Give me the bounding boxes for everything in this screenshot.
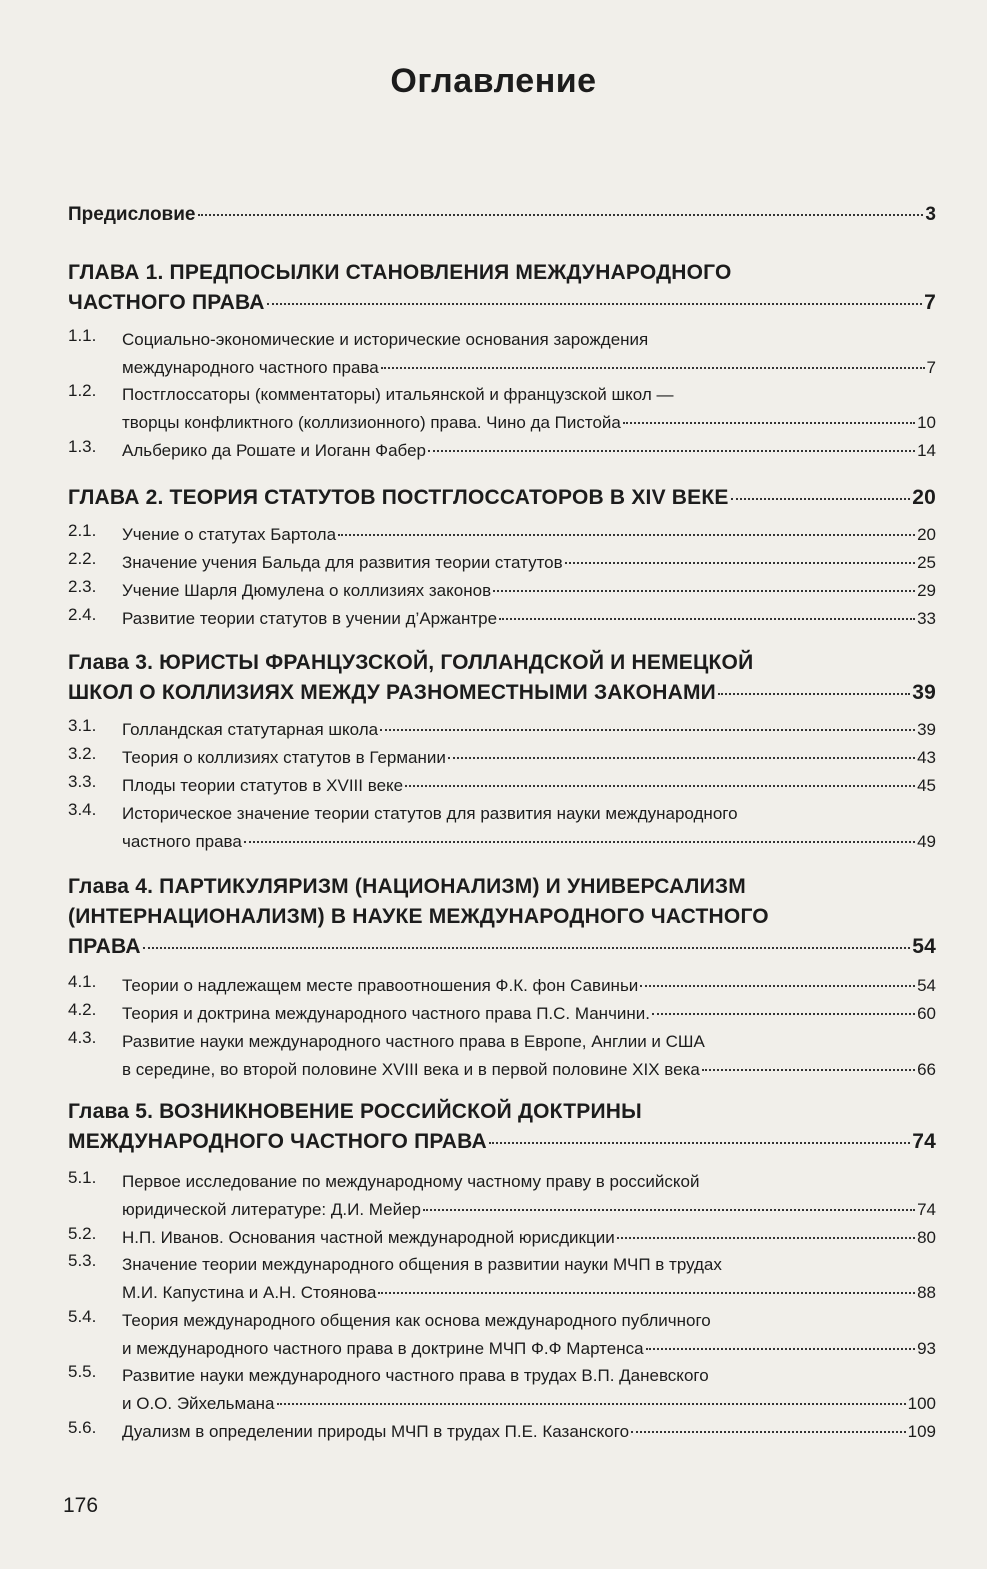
item-number: 5.3. bbox=[68, 1251, 97, 1270]
item-title-line: частного права bbox=[122, 832, 242, 851]
item-title-line: и О.О. Эйхельмана bbox=[122, 1394, 275, 1413]
dot-leader bbox=[338, 534, 915, 536]
item-page: 33 bbox=[917, 609, 936, 628]
item-number: 5.1. bbox=[68, 1168, 97, 1187]
toc-item bbox=[68, 1418, 936, 1446]
item-number: 5.6. bbox=[68, 1418, 97, 1437]
item-title-line: Развитие науки международного частного права в Европе, Англии и США bbox=[122, 1032, 705, 1051]
dot-leader bbox=[493, 590, 915, 592]
item-number: 2.4. bbox=[68, 605, 97, 624]
dot-leader bbox=[267, 303, 922, 305]
item-number: 1.3. bbox=[68, 437, 97, 456]
chapter-page: 54 bbox=[912, 935, 936, 958]
item-page: 66 bbox=[917, 1060, 936, 1079]
toc-item bbox=[68, 1251, 936, 1307]
item-number: 5.2. bbox=[68, 1224, 97, 1243]
chapter-title-line: Глава 5. ВОЗНИКНОВЕНИЕ РОССИЙСКОЙ ДОКТРИНЫ bbox=[68, 1100, 642, 1123]
item-page: 80 bbox=[917, 1228, 936, 1247]
dot-leader bbox=[617, 1237, 915, 1239]
dot-leader bbox=[423, 1209, 915, 1211]
item-page: 25 bbox=[917, 553, 936, 572]
item-page: 60 bbox=[917, 1004, 936, 1023]
item-title-line: Учение о статутах Бартола bbox=[122, 525, 337, 544]
dot-leader bbox=[702, 1069, 915, 1071]
item-page: 54 bbox=[917, 976, 936, 995]
item-title-line: международного частного права bbox=[122, 358, 379, 377]
item-page: 45 bbox=[917, 776, 936, 795]
item-number: 4.1. bbox=[68, 972, 97, 991]
toc-item bbox=[68, 772, 936, 800]
toc-item bbox=[68, 437, 936, 465]
chapter-heading bbox=[68, 258, 936, 318]
item-title-line: и международного частного права в доктрине МЧП Ф.Ф Мартенса bbox=[122, 1339, 644, 1358]
item-page: 29 bbox=[917, 581, 936, 600]
item-title-line: юридической литературе: Д.И. Мейер bbox=[122, 1200, 421, 1219]
dot-leader bbox=[646, 1348, 916, 1350]
chapter-heading bbox=[68, 483, 936, 513]
item-page: 39 bbox=[917, 720, 936, 739]
chapter-title-line: МЕЖДУНАРОДНОГО ЧАСТНОГО ПРАВА bbox=[68, 1130, 487, 1153]
item-title-line: Теория о коллизиях статутов в Германии bbox=[122, 748, 446, 767]
item-page: 93 bbox=[917, 1339, 936, 1358]
chapter-title-line: ГЛАВА 2. ТЕОРИЯ СТАТУТОВ ПОСТГЛОССАТОРОВ В XIV ВЕКЕ bbox=[68, 486, 729, 509]
toc-item bbox=[68, 1224, 936, 1252]
item-title-line: Плоды теории статутов в XVIII веке bbox=[122, 776, 404, 795]
page-title: Оглавление bbox=[390, 62, 597, 100]
item-title-line: Теория международного общения как основа международного публичного bbox=[122, 1311, 711, 1330]
item-title-line: Теория и доктрина международного частного права П.С. Манчини. bbox=[122, 1004, 651, 1023]
item-title-line: Значение учения Бальда для развития теории статутов bbox=[122, 553, 563, 572]
item-number: 3.1. bbox=[68, 716, 97, 735]
item-page: 49 bbox=[917, 832, 936, 851]
item-number: 5.5. bbox=[68, 1362, 97, 1381]
item-title-line: М.И. Капустина и А.Н. Стоянова bbox=[122, 1283, 377, 1302]
chapter-title-line: (ИНТЕРНАЦИОНАЛИЗМ) В НАУКЕ МЕЖДУНАРОДНОГО ЧАСТНОГО bbox=[68, 905, 769, 928]
item-title-line: Первое исследование по международному частному праву в российской bbox=[122, 1172, 700, 1191]
item-number: 4.3. bbox=[68, 1028, 97, 1047]
dot-leader bbox=[448, 757, 915, 759]
chapter-heading bbox=[68, 872, 936, 962]
chapter-page: 7 bbox=[924, 291, 936, 314]
dot-leader bbox=[277, 1403, 906, 1405]
dot-leader bbox=[631, 1431, 906, 1433]
dot-leader bbox=[405, 785, 915, 787]
toc-item bbox=[68, 1028, 936, 1084]
item-title-line: Историческое значение теории статутов для развития науки международного bbox=[122, 804, 738, 823]
dot-leader bbox=[565, 562, 915, 564]
dot-leader bbox=[640, 985, 915, 987]
chapter-page: 20 bbox=[912, 486, 936, 509]
item-page: 10 bbox=[917, 413, 936, 432]
dot-leader bbox=[428, 450, 915, 452]
dot-leader bbox=[623, 422, 915, 424]
item-number: 4.2. bbox=[68, 1000, 97, 1019]
item-number: 1.2. bbox=[68, 381, 97, 400]
item-page: 7 bbox=[926, 358, 936, 377]
entry-page: 3 bbox=[925, 204, 936, 225]
dot-leader bbox=[198, 214, 924, 216]
dot-leader bbox=[244, 841, 915, 843]
dot-leader bbox=[380, 729, 915, 731]
item-page: 14 bbox=[917, 441, 936, 460]
dot-leader bbox=[489, 1142, 910, 1144]
item-title-line: Голландская статутарная школа bbox=[122, 720, 379, 739]
item-page: 74 bbox=[917, 1200, 936, 1219]
item-page: 109 bbox=[907, 1422, 936, 1441]
item-title-line: творцы конфликтного (коллизионного) права. Чино да Пистойа bbox=[122, 413, 621, 432]
dot-leader bbox=[731, 498, 911, 500]
item-title-line: Постглоссаторы (комментаторы) итальянской и французской школ — bbox=[122, 385, 674, 404]
dot-leader bbox=[652, 1013, 915, 1015]
toc-item bbox=[68, 549, 936, 577]
toc-item bbox=[68, 744, 936, 772]
item-page: 20 bbox=[917, 525, 936, 544]
toc-item bbox=[68, 381, 936, 437]
chapter-title-line: ЧАСТНОГО ПРАВА bbox=[68, 291, 265, 314]
item-title-line: в середине, во второй половине XVIII века и в первой половине XIX века bbox=[122, 1060, 700, 1079]
entry-title: Предисловие bbox=[68, 204, 196, 225]
toc-entry-preface bbox=[68, 204, 936, 226]
toc-item bbox=[68, 326, 936, 382]
item-page: 43 bbox=[917, 748, 936, 767]
dot-leader bbox=[718, 693, 910, 695]
dot-leader bbox=[143, 947, 911, 949]
item-title-line: Социально-экономические и исторические основания зарождения bbox=[122, 330, 649, 349]
item-number: 2.1. bbox=[68, 521, 97, 540]
item-title-line: Альберико да Рошате и Иоганн Фабер bbox=[122, 441, 427, 460]
chapter-title-line: Глава 3. ЮРИСТЫ ФРАНЦУЗСКОЙ, ГОЛЛАНДСКОЙ И НЕМЕЦКОЙ bbox=[68, 651, 754, 674]
toc-item bbox=[68, 521, 936, 549]
dot-leader bbox=[381, 367, 925, 369]
chapter-page: 74 bbox=[912, 1130, 936, 1153]
toc-item bbox=[68, 1307, 936, 1363]
item-title-line: Развитие теории статутов в учении д’Аржантре bbox=[122, 609, 498, 628]
item-number: 3.3. bbox=[68, 772, 97, 791]
chapter-title-line: ГЛАВА 1. ПРЕДПОСЫЛКИ СТАНОВЛЕНИЯ МЕЖДУНАРОДНОГО bbox=[68, 261, 732, 284]
item-title-line: Н.П. Иванов. Основания частной международной юрисдикции bbox=[122, 1228, 615, 1247]
chapter-heading bbox=[68, 1097, 936, 1157]
item-title-line: Значение теории международного общения в развитии науки МЧП в трудах bbox=[122, 1255, 722, 1274]
item-page: 88 bbox=[917, 1283, 936, 1302]
item-number: 5.4. bbox=[68, 1307, 97, 1326]
item-number: 2.2. bbox=[68, 549, 97, 568]
chapter-title-line: ПРАВА bbox=[68, 935, 141, 958]
item-number: 3.4. bbox=[68, 800, 97, 819]
item-title-line: Теории о надлежащем месте правоотношения Ф.К. фон Савиньи bbox=[122, 976, 639, 995]
item-title-line: Развитие науки международного частного права в трудах В.П. Даневского bbox=[122, 1366, 709, 1385]
item-title-line: Учение Шарля Дюмулена о коллизиях законов bbox=[122, 581, 492, 600]
page-number: 176 bbox=[63, 1494, 99, 1517]
toc-item bbox=[68, 1168, 936, 1224]
toc-item bbox=[68, 605, 936, 633]
item-number: 3.2. bbox=[68, 744, 97, 763]
toc-item bbox=[68, 1362, 936, 1418]
toc-item bbox=[68, 972, 936, 1000]
toc-item bbox=[68, 1000, 936, 1028]
chapter-title-line: ШКОЛ О КОЛЛИЗИЯХ МЕЖДУ РАЗНОМЕСТНЫМИ ЗАКОНАМИ bbox=[68, 681, 716, 704]
dot-leader bbox=[499, 618, 915, 620]
chapter-page: 39 bbox=[912, 681, 936, 704]
toc-item bbox=[68, 716, 936, 744]
toc-item bbox=[68, 577, 936, 605]
item-number: 1.1. bbox=[68, 326, 97, 345]
chapter-title-line: Глава 4. ПАРТИКУЛЯРИЗМ (НАЦИОНАЛИЗМ) И УНИВЕРСАЛИЗМ bbox=[68, 875, 746, 898]
item-number: 2.3. bbox=[68, 577, 97, 596]
item-page: 100 bbox=[907, 1394, 936, 1413]
chapter-heading bbox=[68, 648, 936, 708]
toc-item bbox=[68, 800, 936, 856]
item-title-line: Дуализм в определении природы МЧП в трудах П.Е. Казанского bbox=[122, 1422, 630, 1441]
dot-leader bbox=[378, 1292, 915, 1294]
